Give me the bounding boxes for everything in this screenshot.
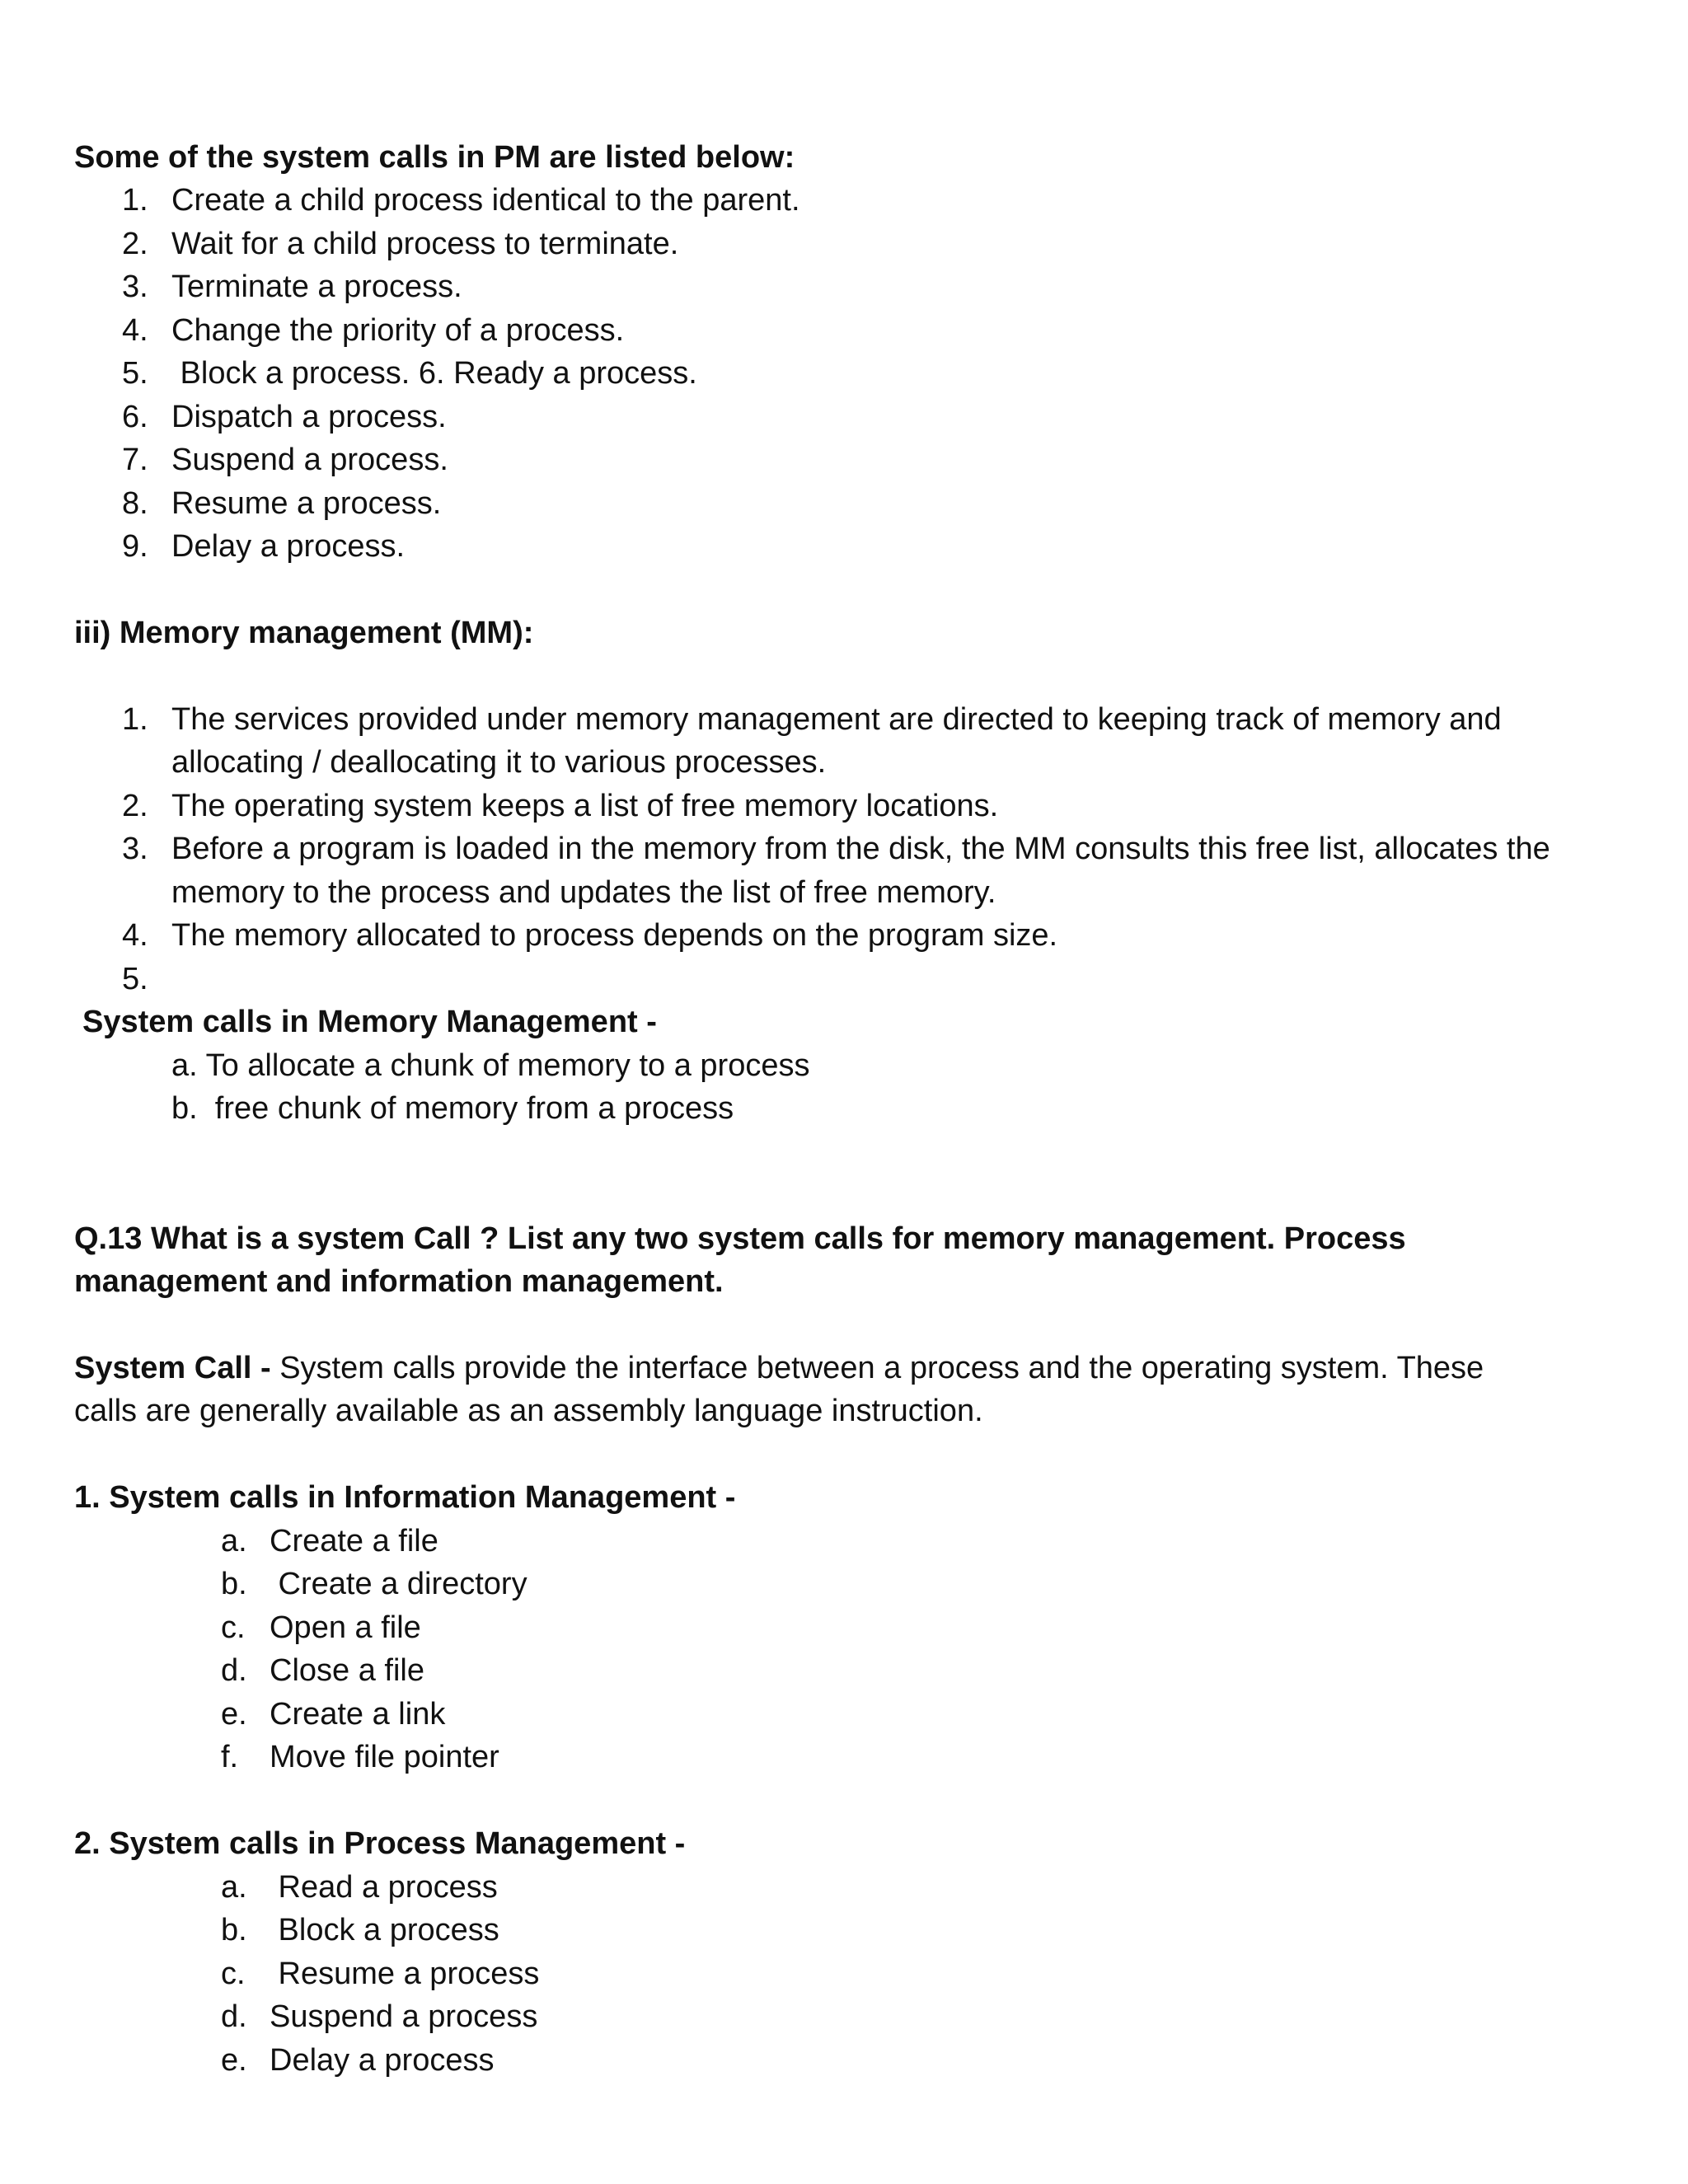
list-text: The memory allocated to process depends on the program size.	[171, 918, 1058, 953]
list-letter: c.	[221, 1957, 246, 1991]
list-text: Create a file	[270, 1524, 438, 1558]
list-number: 2.	[122, 789, 148, 823]
list-text: Create a child process identical to the parent.	[171, 183, 800, 218]
list-text: Suspend a process	[270, 1999, 538, 2034]
list-letter: d.	[221, 1653, 247, 1688]
definition-text-cont: calls are generally available as an assembly language instruction.	[74, 1394, 983, 1428]
list-text: Close a file	[270, 1653, 424, 1688]
list-number: 3.	[122, 269, 148, 304]
list-text: Move file pointer	[270, 1740, 499, 1774]
list-letter: a.	[221, 1524, 247, 1558]
list-letter: b.	[221, 1913, 247, 1947]
list-text: Wait for a child process to terminate.	[171, 227, 679, 261]
list-text: Resume a process	[270, 1957, 540, 1991]
list-text: Delay a process.	[171, 529, 406, 564]
list-text: Block a process	[270, 1913, 499, 1947]
proc-heading: 2. System calls in Process Management -	[74, 1826, 686, 1861]
mm-subheading: System calls in Memory Management -	[82, 1005, 657, 1039]
list-text: Open a file	[270, 1610, 421, 1645]
list-number: 1.	[122, 702, 148, 737]
info-heading: 1. System calls in Information Management -	[74, 1480, 736, 1515]
list-letter: a.	[221, 1870, 247, 1905]
mm-subitem: a. To allocate a chunk of memory to a process	[171, 1048, 810, 1083]
list-text: Block a process. 6. Ready a process.	[171, 356, 697, 391]
list-letter: b.	[221, 1567, 247, 1601]
list-text: Resume a process.	[171, 486, 442, 521]
list-letter: c.	[221, 1610, 246, 1645]
pm-heading: Some of the system calls in PM are listed below:	[74, 140, 795, 175]
mm-subitem: b. free chunk of memory from a process	[171, 1091, 734, 1126]
list-number: 6.	[122, 400, 148, 434]
list-number: 9.	[122, 529, 148, 564]
list-number: 5.	[122, 356, 148, 391]
list-letter: d.	[221, 1999, 247, 2034]
definition-text: System calls provide the interface between a process and the operating system. These	[270, 1351, 1484, 1385]
list-number: 3.	[122, 832, 148, 866]
list-number: 2.	[122, 227, 148, 261]
list-text: Create a directory	[270, 1567, 528, 1601]
list-text: Dispatch a process.	[171, 400, 447, 434]
list-number: 8.	[122, 486, 148, 521]
list-text: Change the priority of a process.	[171, 313, 625, 348]
list-number: 7.	[122, 443, 148, 477]
list-text: Create a link	[270, 1697, 446, 1732]
list-letter: e.	[221, 1697, 247, 1732]
list-text: Delay a process	[270, 2043, 495, 2078]
list-text: Terminate a process.	[171, 269, 462, 304]
list-text: The services provided under memory management are directed to keeping track of memory and	[171, 702, 1502, 737]
list-text: memory to the process and updates the list of free memory.	[171, 875, 996, 910]
list-letter: f.	[221, 1740, 239, 1774]
mm-heading: iii) Memory management (MM):	[74, 616, 534, 650]
list-text: Read a process	[270, 1870, 498, 1905]
list-number: 5.	[122, 962, 148, 996]
definition-paragraph	[74, 1347, 1484, 1390]
list-number: 1.	[122, 183, 148, 218]
list-text: The operating system keeps a list of free memory locations.	[171, 789, 999, 823]
list-number: 4.	[122, 918, 148, 953]
definition-label: System Call -	[74, 1351, 271, 1385]
list-text: Before a program is loaded in the memory from the disk, the MM consults this free list, allocates the	[171, 832, 1550, 866]
question-heading: Q.13 What is a system Call ? List any two system calls for memory management. Process	[74, 1221, 1406, 1256]
list-text: Suspend a process.	[171, 443, 448, 477]
list-letter: e.	[221, 2043, 247, 2078]
list-text: allocating / deallocating it to various processes.	[171, 745, 827, 780]
list-number: 4.	[122, 313, 148, 348]
question-heading-cont: management and information management.	[74, 1264, 724, 1299]
